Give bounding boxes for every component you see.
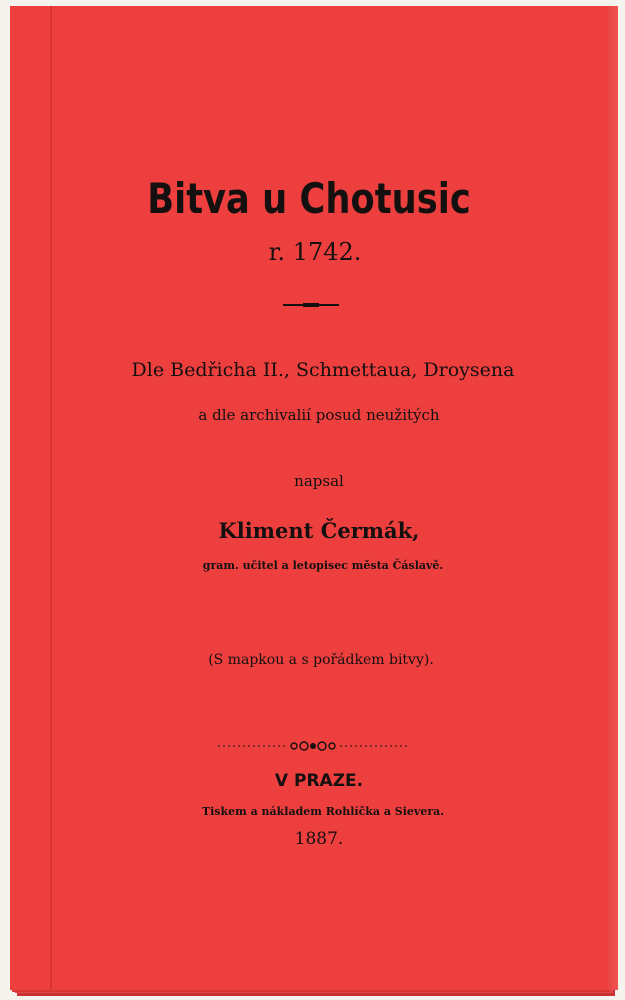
book-cover: [10, 6, 608, 990]
author-role: gram. učitel a letopisec města Čáslavě.: [202, 559, 444, 572]
title-year: r. 1742.: [268, 238, 362, 266]
sources-line-1: Dle Bedřicha II., Schmettaua, Droysena: [131, 359, 515, 381]
contents-note: (S mapkou a s pořádkem bitvy).: [208, 652, 434, 668]
title-divider: [283, 304, 339, 306]
book-title: Bitva u Chotusic: [147, 174, 471, 223]
publication-city: V PRAZE.: [274, 771, 364, 791]
decorative-ornament-icon: [218, 738, 408, 754]
author-name: Kliment Čermák,: [218, 518, 420, 543]
sources-line-2: a dle archivalií posud neužitých: [198, 406, 440, 424]
by-label: napsal: [294, 472, 344, 490]
printer-line: Tiskem a nákladem Rohlíčka a Sieverа.: [201, 805, 445, 818]
publication-year: 1887.: [294, 829, 344, 849]
